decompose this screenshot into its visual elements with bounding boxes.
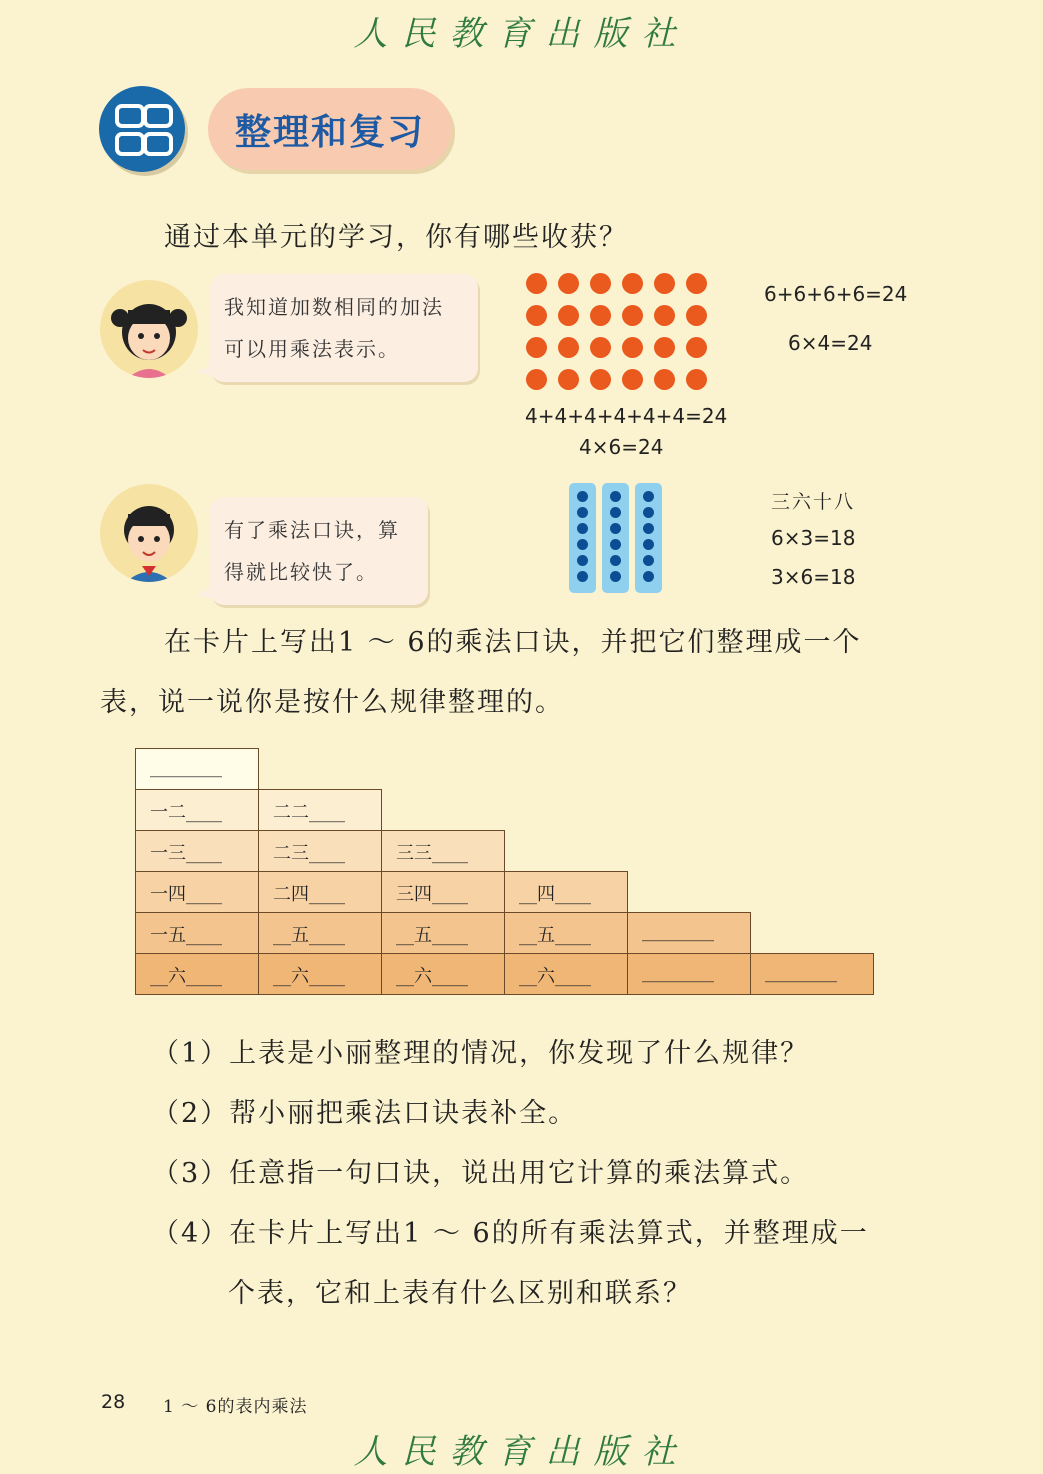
boy-bubble-line-1: 有了乘法口诀，算: [224, 518, 400, 542]
table-cell: __五____: [504, 912, 628, 954]
table-cell: 一五____: [135, 912, 259, 954]
equation-6x4: 6×4=24: [788, 331, 873, 355]
girl-bubble-line-1: 我知道加数相同的加法: [224, 295, 444, 319]
bead: [610, 507, 621, 518]
table-cell: __四____: [504, 871, 628, 913]
table-cell: __六____: [381, 953, 505, 995]
bead: [643, 539, 654, 550]
bead: [643, 523, 654, 534]
bead: [610, 523, 621, 534]
orange-dot: [654, 305, 675, 326]
table-cell: __六____: [258, 953, 382, 995]
orange-dot: [590, 273, 611, 294]
orange-dot: [590, 305, 611, 326]
bead: [577, 491, 588, 502]
table-cell: ________: [750, 953, 874, 995]
bead: [610, 571, 621, 582]
equation-addition-6s: 6+6+6+6=24: [764, 282, 908, 306]
table-cell: 二二____: [258, 789, 382, 831]
bead-strip: [635, 483, 662, 593]
orange-dot: [558, 305, 579, 326]
bead: [643, 571, 654, 582]
orange-dot: [654, 273, 675, 294]
bead: [577, 555, 588, 566]
orange-dot: [526, 305, 547, 326]
table-cell: 三四____: [381, 871, 505, 913]
bead: [643, 507, 654, 518]
question-1: （1）上表是小丽整理的情况，你发现了什么规律？: [152, 1038, 810, 1069]
publisher-logo-bottom: 人民教育出版社: [353, 1432, 690, 1472]
page-number: 28: [101, 1391, 126, 1413]
equation-6x3: 6×3=18: [771, 526, 856, 550]
multiplication-rhyme-36-18: 三六十八: [771, 491, 856, 513]
bead-strip: [602, 483, 629, 593]
question-4-line-1: （4）在卡片上写出1 ～ 6的所有乘法算式，并整理成一: [152, 1218, 869, 1249]
orange-dot: [590, 369, 611, 390]
task-paragraph-line-2: 表，说一说你是按什么规律整理的。: [100, 687, 564, 718]
equation-4x6: 4×6=24: [579, 435, 664, 459]
orange-dot: [558, 273, 579, 294]
chapter-title: 1 ～ 6的表内乘法: [163, 1397, 308, 1417]
bead: [610, 491, 621, 502]
orange-dot: [622, 337, 643, 358]
equation-addition-4s: 4+4+4+4+4+4=24: [525, 404, 728, 428]
table-cell: 一三____: [135, 830, 259, 872]
girl-avatar: [100, 280, 198, 378]
bead: [577, 571, 588, 582]
orange-dot: [654, 337, 675, 358]
section-title: 整理和复习: [208, 88, 452, 170]
review-grid-icon: [99, 86, 185, 172]
orange-dot: [622, 305, 643, 326]
bead: [643, 555, 654, 566]
orange-dot: [686, 337, 707, 358]
table-cell: ________: [627, 953, 751, 995]
question-3: （3）任意指一句口诀，说出用它计算的乘法算式。: [152, 1158, 810, 1189]
table-cell: 一四____: [135, 871, 259, 913]
orange-dot: [686, 369, 707, 390]
table-cell: ________: [627, 912, 751, 954]
table-cell: 三三____: [381, 830, 505, 872]
table-cell: __六____: [135, 953, 259, 995]
orange-dot: [558, 369, 579, 390]
orange-dot: [526, 337, 547, 358]
question-4-line-2: 个表，它和上表有什么区别和联系？: [228, 1278, 692, 1309]
boy-avatar: [100, 484, 198, 582]
table-cell: ________: [135, 748, 259, 790]
girl-speech-bubble: [210, 274, 478, 382]
orange-dot: [526, 369, 547, 390]
table-cell: __六____: [504, 953, 628, 995]
boy-speech-bubble: [210, 497, 428, 605]
bead: [610, 555, 621, 566]
equation-3x6: 3×6=18: [771, 565, 856, 589]
table-cell: __五____: [381, 912, 505, 954]
bead: [577, 507, 588, 518]
intro-question: 通过本单元的学习，你有哪些收获？: [164, 222, 628, 253]
girl-bubble-line-2: 可以用乘法表示。: [224, 337, 400, 361]
question-2: （2）帮小丽把乘法口诀表补全。: [152, 1098, 578, 1129]
table-cell: 二三____: [258, 830, 382, 872]
bead: [577, 539, 588, 550]
bead-strip: [569, 483, 596, 593]
orange-dot: [654, 369, 675, 390]
table-cell: 一二____: [135, 789, 259, 831]
task-paragraph-line-1: 在卡片上写出1 ～ 6的乘法口诀，并把它们整理成一个: [164, 627, 862, 658]
bead: [610, 539, 621, 550]
orange-dot: [622, 273, 643, 294]
orange-dot: [686, 305, 707, 326]
table-cell: 二四____: [258, 871, 382, 913]
bead: [577, 523, 588, 534]
bead: [643, 491, 654, 502]
orange-dot: [590, 337, 611, 358]
orange-dot: [622, 369, 643, 390]
orange-dot: [526, 273, 547, 294]
table-cell: __五____: [258, 912, 382, 954]
publisher-logo-top: 人民教育出版社: [353, 14, 690, 54]
orange-dot: [558, 337, 579, 358]
boy-bubble-line-2: 得就比较快了。: [224, 560, 378, 584]
orange-dot: [686, 273, 707, 294]
